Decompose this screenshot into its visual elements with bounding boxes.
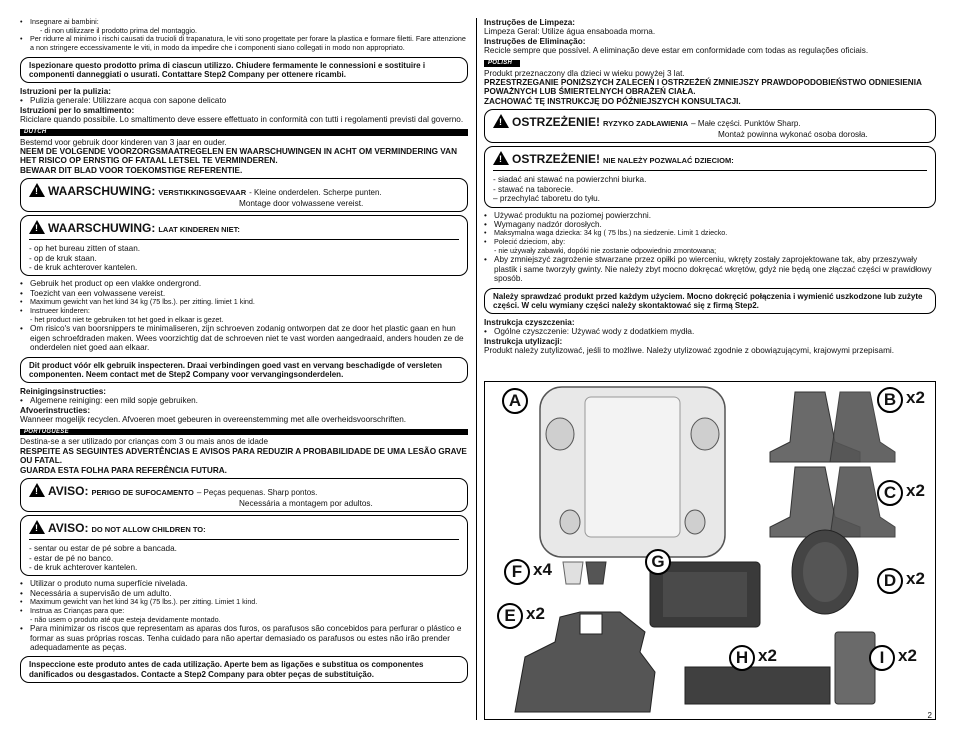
lang-label-polish: POLISH (484, 60, 520, 67)
part-a-desktop (540, 387, 725, 557)
keep-sheet: BEWAAR DIT BLAD VOOR TOEKOMSTIGE REFERENTIE. (20, 165, 243, 175)
warning-icon (493, 114, 509, 128)
warning-box-children: ! OSTRZEŻENIE! NIE NALEŻY POZWALAĆ DZIECIOM: - siadać ani stawać na powierzchni biurka. - stawać na taborecie. – przechylać taboretu do tyłu. (484, 146, 936, 207)
warning-box-children: ! WAARSCHUWING: LAAT KINDEREN NIET: - op het bureau zitten of staan. - op de kruk staan. - de kruk achterover kantelen. (20, 215, 468, 276)
intro-text: Bestemd voor gebruik door kinderen van 3 jaar en ouder. (20, 137, 227, 147)
warning-box-choking: ! WAARSCHUWING: VERSTIKKINGSGEVAAR - Kleine onderdelen. Scherpe punten. Montage door volwassene vereist. (20, 178, 468, 212)
part-h-panel (685, 667, 830, 704)
warning-icon (29, 520, 45, 534)
warning-icon (493, 151, 509, 165)
page-number: 2 (927, 710, 932, 720)
part-c-legs (770, 467, 895, 537)
part-qty-c: x2 (906, 481, 925, 500)
clean-item: • Pulizia generale: Utilizzare acqua con sapone delicato (20, 96, 468, 105)
disposal-text: Riciclare quando possibile. Lo smaltimento deve essere effettuato in conformità con tutti i regolamenti previsti dal governo. (20, 115, 464, 125)
warning-icon (29, 483, 45, 497)
list-item: • Per ridurre al minimo i rischi causati da trucioli di trapanatura, le viti sono progettate per forare la plastica e formare filetti. Fare attenzione a non stringere eccessivamente le viti, in modo da impedire che i componenti siano collegati in modo non appropriato. (20, 35, 468, 52)
inspect-box-portuguese: Inspeccione este produto antes de cada utilização. Aperte bem as ligações e substitua os componentes danificados ou desgastados. Contacte a Step2 Company para obter peças de substituição. (20, 656, 468, 682)
left-column: • Insegnare ai bambini: - di non utilizzare il prodotto prima del montaggio. • Per ridurre al minimo i rischi causati da trucioli di trapanatura, le viti sono progettate per forare la plastica e formare filetti. Fare attenzione a non stringere eccessivamente le viti, in modo da impedire che i componenti siano collegati in modo non appropriato. Ispezionare questo prodotto prima di ciascun utilizzo. Chiudere fermamente le connessioni e sostituire i componenti danneggiati o usurati. Contattare Step2 Company per ottenere ricambi. Istruzioni per la pulizia: • Pulizia generale: Utilizzare acqua con sapone delicato Istruzioni per lo smaltimento: Riciclare quando possibile. Lo smaltimento deve essere effettuato in conformità con tutti i regolamenti previsti dal governo. DUTCH Bestemd voor gebruik door kinderen van 3 jaar en ouder. NEEM DE VOLGENDE VOORZORGSMAATREGELEN EN WAARSCHUWINGEN IN ACHT OM VERMINDERING VAN HET RISICO OP ERNSTIG OF FATAAL LETSEL TE VERMINDEREN. BEWAAR DIT BLAD VOOR TOEKOMSTIGE REFERENTIE. ! WAARSCHUWING: VERSTIKKINGSGEVAAR - Kleine onderdelen. Scherpe punten. Montage door volwassene vereist. ! WAARSCHUWING: LAAT KINDEREN NIET: - op het bureau zitten of staan. - op de kruk staan. - de kruk achterover kantelen. • Gebruik het product op een vlakke ondergrond. • Toezicht van een volwassene vereist. • Maximum gewicht van het kind 34 kg (75 lbs.). per zitting. limiet 1 kind. • Instrueer kinderen: - het product niet te gebruiken tot het goed in elkaar is gezet. • Om risico's van boorsnippers te minimaliseren, zijn schroeven zodanig ontworpen dat ze door het plastic gaan en hun eigen schroefdraden maken. Wees voorzichtig dat de schroeven niet te vast worden aangedraaid, anders houden ze de onderdelen niet goed aan elkaar. Dit product vóór elk gebruik inspecteren. Draai verbindingen goed vast en vervang beschadigde of versleten componenten. Neem contact met de Step2 Company voor vervangingsonderdelen. Reinigingsinstructies: • Algemene reiniging: een mild sopje gebruiken. Afvoerinstructies: Wanneer mogelijk recyclen. Afvoeren moet gebeuren in overeenstemming met alle overheidsvoorschriften. PORTUGUESE Destina-se a ser utilizado por crianças com 3 ou mais anos de idade RESPEITE AS SEGUINTES ADVERTÊNCIAS E AVISOS PARA REDUZIR A PROBABILIDADE DE UMA LESÃO GRAVE OU FATAL. GUARDA ESTA FOLHA PARA REFERÊNCIA FUTURA. ! AVISO: PERIGO DE SUFOCAMENTO – Peças pequenas. Sharp pontos. Necessária a montagem por adultos. ! AVISO: DO NOT ALLOW CHILDREN TO: - sentar ou estar de pé sobre a bancada. - estar de pé no banco. - de kruk achterover kantelen. • Utilizar o produto numa superfície nivelada. • Necessária a supervisão de um adulto. • Maximum gewicht van het kind 34 kg (75 lbs.). per zitting. Limiet 1 kind. • Instrua as Crianças para que: - não usem o produto até que esteja devidamente montado. • Para minimizar os riscos que representam as aparas dos furos, os parafusos são concebidos para perfurar o plástico e formar as suas próprias roscas. Tenha cuidado para não apertar demasiado os parafusos ou estes não irão prender adequadamente as peças. Inspeccione este produto antes de cada utilização. Aperte bem as ligações e substitua os componentes danificados ou desgastados. Contacte a Step2 Company para obter peças de substituição. (20, 18, 468, 687)
part-label-h: H (729, 645, 755, 671)
warning-icon (29, 220, 45, 234)
parts-illustration (485, 382, 937, 721)
lang-label-portuguese: PORTUGUESE (20, 429, 468, 436)
part-label-b: B (877, 387, 903, 413)
part-label-e: E (497, 603, 523, 629)
warning-icon (29, 183, 45, 197)
right-column: Instruções de Limpeza: Limpeza Geral: Utilize água ensaboada morna. Instruções de Eliminação: Recicle sempre que possível. A eliminação deve estar em conformidade com todas as regulações oficiais. POLISH Produkt przeznaczony dla dzieci w wieku powyżej 3 lat. PRZESTRZEGANIE PONIŻSZYCH ZALECEŃ I OSTRZEŻEŃ ZMNIEJSZY PRAWDOPODOBIEŃSTWO ODNIESIENIA POWAŻNYCH LUB ŚMIERTELNYCH OBRAŻEŃ CIAŁA. ZACHOWAĆ TĘ INSTRUKCJĘ DO PÓŹNIEJSZYCH KONSULTACJI. ! OSTRZEŻENIE! RYZYKO ZADŁAWIENIA – Małe części. Punktów Sharp. Montaż powinna wykonać osoba dorosła. ! OSTRZEŻENIE! NIE NALEŻY POZWALAĆ DZIECIOM: - siadać ani stawać na powierzchni biurka. - stawać na taborecie. – przechylać taboretu do tyłu. • Używać produktu na poziomej powierzchni. • Wymagany nadzór dorosłych. • Maksymalna waga dziecka: 34 kg ( 75 lbs.) na siedzenie. Limit 1 dziecko. • Polecić dzieciom, aby: - nie używały zabawki, dopóki nie zostanie odpowiednio zmontowana; • Aby zmniejszyć zagrożenie stwarzane przez opiłki po wierceniu, wkręty zostały zaprojektowane tak, aby przeszywały plastik i same tworzyły gwinty. Nie należy zbyt mocno dokręcać wkrętów, gdyż nie będą one złączać części w prawidłowy sposób. Należy sprawdzać produkt przed każdym użyciem. Mocno dokręcić połączenia i wymienić uszkodzone lub zużyte części. W celu wymiany części należy skontaktować się z firmą Step2. Instrukcja czyszczenia: • Ogólne czyszczenie: Używać wody z dodatkiem mydła. Instrukcja utylizacji: Produkt należy zutylizować, jeśli to możliwe. Należy utylizować zgodnie z obowiązującymi, krajowymi przepisami. (484, 18, 936, 356)
part-label-f: F (504, 559, 530, 585)
warning-box-choking: ! AVISO: PERIGO DE SUFOCAMENTO – Peças pequenas. Sharp pontos. Necessária a montagem por adultos. (20, 478, 468, 512)
parts-diagram (484, 381, 936, 720)
bold-intro: NEEM DE VOLGENDE VOORZORGSMAATREGELEN EN WAARSCHUWINGEN IN ACHT OM VERMINDERING VAN HET RISICO OP ERNSTIG OF FATAAL LETSEL TE VERMINDEREN. (20, 146, 457, 166)
inspect-box-italian: Ispezionare questo prodotto prima di ciascun utilizzo. Chiudere fermamente le connessioni e sostituire i componenti danneggiati o usurati. Contattare Step2 Company per ottenere ricambi. (20, 57, 468, 83)
part-label-c: C (877, 480, 903, 506)
warning-box-children: ! AVISO: DO NOT ALLOW CHILDREN TO: - sentar ou estar de pé sobre a bancada. - estar de pé no banco. - de kruk achterover kantelen. (20, 515, 468, 576)
part-label-a: A (502, 388, 528, 414)
inspect-box-polish: Należy sprawdzać produkt przed każdym użyciem. Mocno dokręcić połączenia i wymienić uszkodzone lub zużyte części. W celu wymiany części należy skontaktować się z firmą Step2. (484, 288, 936, 314)
clean-title: Istruzioni per la pulizia: (20, 86, 111, 96)
part-qty-d: x2 (906, 569, 925, 588)
part-qty-e: x2 (526, 604, 545, 623)
part-qty-f: x4 (533, 560, 552, 579)
part-qty-b: x2 (906, 388, 925, 407)
inspect-box-dutch: Dit product vóór elk gebruik inspecteren. Draai verbindingen goed vast en vervang beschadigde of versleten componenten. Neem contact met de Step2 Company voor vervangingsonderdelen. (20, 357, 468, 383)
part-d-seat (792, 530, 858, 614)
warning-box-choking: ! OSTRZEŻENIE! RYZYKO ZADŁAWIENIA – Małe części. Punktów Sharp. Montaż powinna wykonać osoba dorosła. (484, 109, 936, 143)
part-qty-h: x2 (758, 646, 777, 665)
disposal-title: Istruzioni per lo smaltimento: (20, 105, 135, 115)
italian-bullets (20, 18, 468, 53)
column-divider (476, 18, 477, 720)
lang-label-dutch: DUTCH (20, 129, 468, 136)
part-i-plate (835, 632, 875, 704)
part-qty-i: x2 (898, 646, 917, 665)
part-label-g: G (645, 549, 671, 575)
part-f-cups (563, 562, 606, 584)
part-label-i: I (869, 645, 895, 671)
dutch-bullets: • Gebruik het product op een vlakke ondergrond. • Toezicht van een volwassene vereist. • Maximum gewicht van het kind 34 kg (75 lbs.). per zitting. limiet 1 kind. • Instrueer kinderen: (20, 279, 468, 315)
part-e-stool (515, 612, 655, 712)
list-item: • Insegnare ai bambini: - di non utilizzare il prodotto prima del montaggio. (20, 18, 468, 35)
part-label-d: D (877, 568, 903, 594)
